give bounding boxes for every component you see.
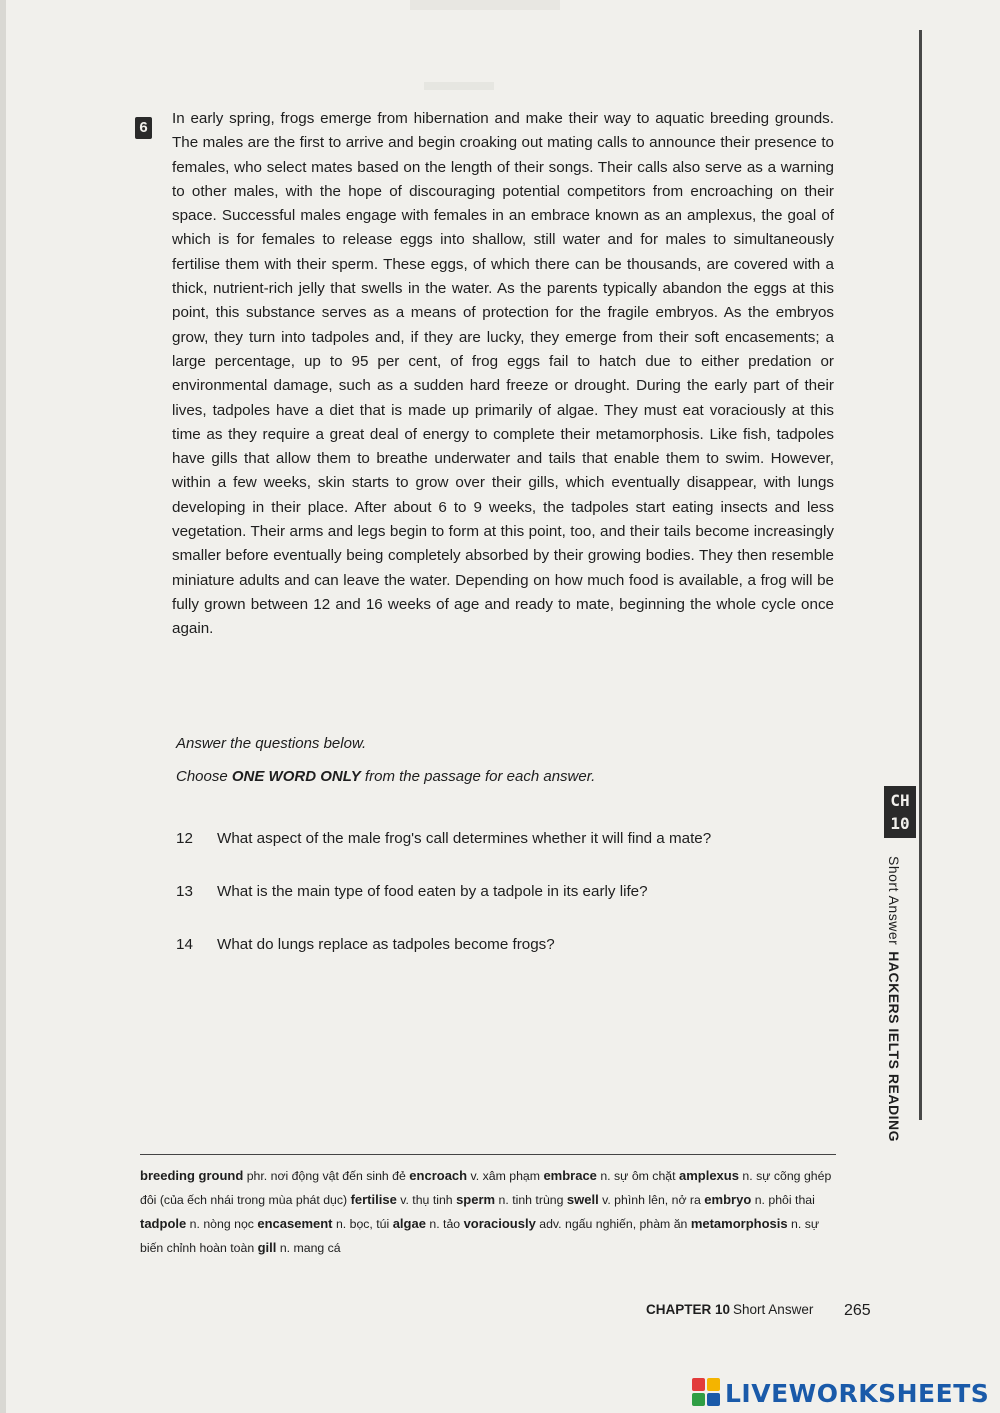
page-number: 265 [844, 1302, 871, 1319]
glossary-term: voraciously [463, 1216, 536, 1231]
glossary-divider [140, 1154, 836, 1155]
glossary-definition: v. xâm phạm [470, 1169, 541, 1183]
glossary-definition: n. sự cõng ghép đôi (của ếch nhái trong mùa phát dục) [140, 1169, 832, 1207]
page-footer [646, 1302, 813, 1317]
instruction-line-2: Choose ONE WORD ONLY from the passage for each answer. [176, 768, 596, 785]
glossary-definition: n. sự biến chỉnh hoàn toàn [140, 1217, 820, 1255]
glossary-definition: n. mang cá [279, 1241, 341, 1255]
glossary-definition: n. tảo [429, 1217, 461, 1231]
glossary-term: amplexus [678, 1168, 739, 1183]
question-number: 13 [176, 883, 193, 900]
glossary-term: gill [257, 1240, 277, 1255]
glossary-definition: n. sự ôm chặt [600, 1169, 676, 1183]
chapter-badge-number: 10 [890, 814, 910, 833]
logo-square [692, 1378, 705, 1391]
bleed-through-mark [424, 82, 494, 90]
liveworksheets-logo-icon [692, 1378, 722, 1408]
glossary-term: sperm [456, 1192, 496, 1207]
logo-square [707, 1378, 720, 1391]
glossary-definition: n. nòng nọc [189, 1217, 254, 1231]
question-text: What do lungs replace as tadpoles become frogs? [217, 936, 555, 953]
margin-rule [919, 30, 922, 1120]
paragraph-marker: 6 [135, 117, 152, 139]
liveworksheets-logo [692, 1377, 989, 1409]
glossary-definition: v. phình lên, nở ra [602, 1193, 701, 1207]
question-item [176, 936, 816, 989]
glossary-term: algae [392, 1216, 426, 1231]
side-book-title: HACKERS IELTS READING [886, 951, 902, 1142]
question-item [176, 830, 816, 883]
logo-square [707, 1393, 720, 1406]
glossary-term: metamorphosis [690, 1216, 788, 1231]
page-edge [0, 0, 6, 1413]
footer-chapter: CHAPTER 10 [646, 1302, 731, 1317]
glossary-definition: phr. nơi động vật đến sinh đẻ [246, 1169, 406, 1183]
glossary-definition: n. phôi thai [754, 1193, 815, 1207]
question-list [176, 830, 816, 989]
bleed-through-header [410, 0, 560, 10]
instruction-emphasis: ONE WORD ONLY [231, 768, 361, 785]
question-number: 12 [176, 830, 193, 847]
question-text: What is the main type of food eaten by a tadpole in its early life? [217, 883, 648, 900]
question-text: What aspect of the male frog's call determines whether it will find a mate? [217, 830, 712, 847]
vocabulary-glossary [140, 1164, 836, 1260]
glossary-term: tadpole [140, 1216, 187, 1231]
glossary-term: swell [566, 1192, 599, 1207]
reading-passage: In early spring, frogs emerge from hibernation and make their way to aquatic breeding grounds. The males are the first to arrive and begin croaking out mating calls to announce their presence to females, who select mates based on the length of their songs. Their calls also serve as a warning to other males, with the hope of discouraging potential competitors from encroaching on their space. Successful males engage with females in an embrace known as an amplexus, the goal of which is for females to release eggs into shallow, still water and for males to simultaneously fertilise them with their sperm. These eggs, of which there can be thousands, are covered with a thick, nutrient-rich jelly that swells in the water. As the parents typically abandon the eggs at this point, this substance serves as a means of protection for the fragile embryos. As the embryos grow, they turn into tadpoles and, if they are lucky, they emerge from their soft encasements; a large percentage, up to 95 per cent, of frog eggs fail to hatch due to either predation or environmental damage, such as a sudden hard freeze or drought. During the early part of their lives, tadpoles have a diet that is made up primarily of algae. They must eat voraciously at this time as they require a great deal of energy to complete their metamorphosis. Like fish, tadpoles have gills that allow them to breathe underwater and tails that enable them to swim. However, within a few weeks, skin starts to grow over their gills, which eventually disappear, with lungs developing in their place. After about 6 to 9 weeks, the tadpoles start eating insects and less vegetation. Their arms and legs begin to form at this point, too, and their tails become increasingly smaller before eventually being completely absorbed by their growing bodies. They then resemble miniature adults and can leave the water. Depending on how much food is available, a frog will be fully grown between 12 and 16 weeks of age and ready to mate, beginning the whole cycle once again. [172, 110, 834, 638]
logo-square [692, 1393, 705, 1406]
liveworksheets-logo-text: LIVEWORKSHEETS [725, 1378, 990, 1408]
glossary-term: encasement [257, 1216, 333, 1231]
glossary-term: breeding ground [140, 1168, 244, 1183]
chapter-badge-label: CH [890, 791, 910, 810]
question-item [176, 883, 816, 936]
instruction-line-1: Answer the questions below. [176, 735, 367, 752]
glossary-definition: adv. ngấu nghiến, phàm ăn [539, 1217, 688, 1231]
glossary-definition: n. bọc, túi [335, 1217, 390, 1231]
instructions [176, 735, 816, 801]
glossary-term: encroach [409, 1168, 468, 1183]
chapter-badge [884, 786, 916, 838]
glossary-definition: n. tinh trùng [498, 1193, 564, 1207]
question-number: 14 [176, 936, 193, 953]
footer-section: Short Answer [733, 1302, 814, 1317]
side-section-label: Short Answer [886, 856, 902, 946]
side-running-title [886, 856, 902, 1142]
glossary-term: embrace [543, 1168, 597, 1183]
glossary-term: embryo [704, 1192, 752, 1207]
glossary-term: fertilise [350, 1192, 397, 1207]
glossary-definition: v. thụ tinh [400, 1193, 453, 1207]
